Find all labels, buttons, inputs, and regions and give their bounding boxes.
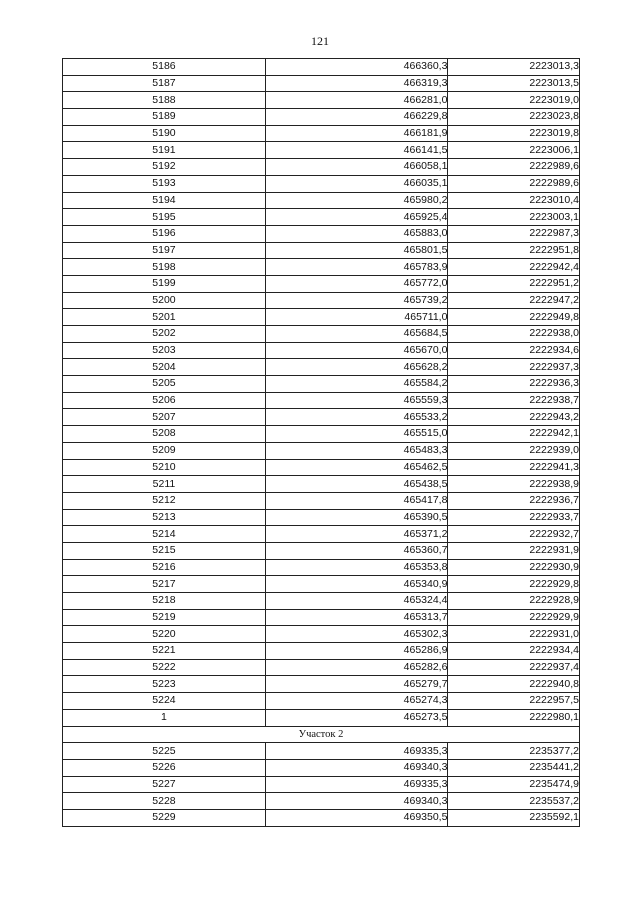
table-row: [63, 175, 580, 192]
point-number-cell: 5223: [63, 676, 266, 693]
x-coordinate-cell: 465313,7: [265, 609, 448, 626]
point-number-cell: 5224: [63, 693, 266, 710]
coordinates-table-body: [63, 59, 580, 827]
x-coordinate-cell: 465670,0: [265, 342, 448, 359]
table-row: [63, 476, 580, 493]
x-coordinate-cell: 469340,3: [265, 793, 448, 810]
y-coordinate-cell: 2222980,1: [448, 709, 580, 726]
x-coordinate-cell: 465282,6: [265, 659, 448, 676]
x-coordinate-cell: 465483,3: [265, 442, 448, 459]
x-coordinate-cell: 465324,4: [265, 593, 448, 610]
table-row: [63, 259, 580, 276]
point-number-cell: 5190: [63, 125, 266, 142]
table-row: [63, 593, 580, 610]
section-title: Участок 2: [63, 726, 580, 743]
table-row: [63, 793, 580, 810]
x-coordinate-cell: 466360,3: [265, 59, 448, 76]
point-number-cell: 5210: [63, 459, 266, 476]
table-row: [63, 192, 580, 209]
table-row: [63, 359, 580, 376]
point-number-cell: 5213: [63, 509, 266, 526]
table-row: [63, 326, 580, 343]
y-coordinate-cell: 2223023,8: [448, 109, 580, 126]
y-coordinate-cell: 2222951,2: [448, 275, 580, 292]
x-coordinate-cell: 465739,2: [265, 292, 448, 309]
x-coordinate-cell: 465559,3: [265, 392, 448, 409]
y-coordinate-cell: 2235441,2: [448, 759, 580, 776]
y-coordinate-cell: 2222942,4: [448, 259, 580, 276]
point-number-cell: 5198: [63, 259, 266, 276]
y-coordinate-cell: 2222929,8: [448, 576, 580, 593]
y-coordinate-cell: 2222931,9: [448, 542, 580, 559]
point-number-cell: 5206: [63, 392, 266, 409]
point-number-cell: 5221: [63, 643, 266, 660]
y-coordinate-cell: 2222957,5: [448, 693, 580, 710]
y-coordinate-cell: 2223006,1: [448, 142, 580, 159]
table-row: [63, 459, 580, 476]
point-number-cell: 5191: [63, 142, 266, 159]
table-row: [63, 643, 580, 660]
x-coordinate-cell: 469340,3: [265, 759, 448, 776]
table-row: [63, 392, 580, 409]
y-coordinate-cell: 2222937,3: [448, 359, 580, 376]
y-coordinate-cell: 2235377,2: [448, 743, 580, 760]
point-number-cell: 5203: [63, 342, 266, 359]
y-coordinate-cell: 2222933,7: [448, 509, 580, 526]
x-coordinate-cell: 465628,2: [265, 359, 448, 376]
table-row: [63, 376, 580, 393]
table-row: [63, 142, 580, 159]
table-row: [63, 225, 580, 242]
table-row: [63, 743, 580, 760]
table-row: [63, 576, 580, 593]
table-row: [63, 109, 580, 126]
point-number-cell: 5226: [63, 759, 266, 776]
table-row: [63, 509, 580, 526]
table-row: [63, 275, 580, 292]
point-number-cell: 5201: [63, 309, 266, 326]
point-number-cell: 1: [63, 709, 266, 726]
table-row: [63, 292, 580, 309]
x-coordinate-cell: 465462,5: [265, 459, 448, 476]
x-coordinate-cell: 465783,9: [265, 259, 448, 276]
x-coordinate-cell: 466281,0: [265, 92, 448, 109]
x-coordinate-cell: 465711,0: [265, 309, 448, 326]
x-coordinate-cell: 466141,5: [265, 142, 448, 159]
table-row: [63, 559, 580, 576]
table-row: [63, 659, 580, 676]
point-number-cell: 5229: [63, 809, 266, 826]
x-coordinate-cell: 465684,5: [265, 326, 448, 343]
point-number-cell: 5209: [63, 442, 266, 459]
point-number-cell: 5200: [63, 292, 266, 309]
x-coordinate-cell: 469335,3: [265, 776, 448, 793]
point-number-cell: 5220: [63, 626, 266, 643]
x-coordinate-cell: 465273,5: [265, 709, 448, 726]
y-coordinate-cell: 2222942,1: [448, 426, 580, 443]
x-coordinate-cell: 469335,3: [265, 743, 448, 760]
y-coordinate-cell: 2235537,2: [448, 793, 580, 810]
table-row: [63, 442, 580, 459]
x-coordinate-cell: 465371,2: [265, 526, 448, 543]
point-number-cell: 5186: [63, 59, 266, 76]
y-coordinate-cell: 2222949,8: [448, 309, 580, 326]
y-coordinate-cell: 2222989,6: [448, 175, 580, 192]
point-number-cell: 5211: [63, 476, 266, 493]
point-number-cell: 5208: [63, 426, 266, 443]
point-number-cell: 5214: [63, 526, 266, 543]
table-row: [63, 709, 580, 726]
point-number-cell: 5217: [63, 576, 266, 593]
x-coordinate-cell: 465925,4: [265, 209, 448, 226]
point-number-cell: 5216: [63, 559, 266, 576]
table-row: [63, 609, 580, 626]
x-coordinate-cell: 465302,3: [265, 626, 448, 643]
y-coordinate-cell: 2223019,8: [448, 125, 580, 142]
x-coordinate-cell: 466058,1: [265, 159, 448, 176]
table-row: [63, 542, 580, 559]
point-number-cell: 5219: [63, 609, 266, 626]
y-coordinate-cell: 2223003,1: [448, 209, 580, 226]
x-coordinate-cell: 466229,8: [265, 109, 448, 126]
table-row: [63, 59, 580, 76]
x-coordinate-cell: 465980,2: [265, 192, 448, 209]
y-coordinate-cell: 2222989,6: [448, 159, 580, 176]
x-coordinate-cell: 465584,2: [265, 376, 448, 393]
y-coordinate-cell: 2235592,1: [448, 809, 580, 826]
table-row: [63, 209, 580, 226]
y-coordinate-cell: 2222928,9: [448, 593, 580, 610]
point-number-cell: 5194: [63, 192, 266, 209]
table-row: [63, 809, 580, 826]
x-coordinate-cell: 465438,5: [265, 476, 448, 493]
point-number-cell: 5193: [63, 175, 266, 192]
page-number: 121: [311, 34, 329, 48]
point-number-cell: 5218: [63, 593, 266, 610]
section-row: [63, 726, 580, 743]
point-number-cell: 5225: [63, 743, 266, 760]
y-coordinate-cell: 2222934,4: [448, 643, 580, 660]
y-coordinate-cell: 2222987,3: [448, 225, 580, 242]
point-number-cell: 5228: [63, 793, 266, 810]
x-coordinate-cell: 465772,0: [265, 275, 448, 292]
x-coordinate-cell: 465286,9: [265, 643, 448, 660]
y-coordinate-cell: 2222937,4: [448, 659, 580, 676]
x-coordinate-cell: 466319,3: [265, 75, 448, 92]
table-row: [63, 759, 580, 776]
table-row: [63, 125, 580, 142]
x-coordinate-cell: 466181,9: [265, 125, 448, 142]
table-row: [63, 426, 580, 443]
table-row: [63, 92, 580, 109]
y-coordinate-cell: 2222938,0: [448, 326, 580, 343]
table-row: [63, 693, 580, 710]
table-row: [63, 75, 580, 92]
x-coordinate-cell: 465417,8: [265, 492, 448, 509]
point-number-cell: 5196: [63, 225, 266, 242]
y-coordinate-cell: 2222934,6: [448, 342, 580, 359]
x-coordinate-cell: 465279,7: [265, 676, 448, 693]
point-number-cell: 5197: [63, 242, 266, 259]
coordinates-table: [62, 58, 580, 827]
table-row: [63, 676, 580, 693]
point-number-cell: 5188: [63, 92, 266, 109]
y-coordinate-cell: 2222947,2: [448, 292, 580, 309]
point-number-cell: 5205: [63, 376, 266, 393]
point-number-cell: 5192: [63, 159, 266, 176]
point-number-cell: 5204: [63, 359, 266, 376]
y-coordinate-cell: 2222943,2: [448, 409, 580, 426]
point-number-cell: 5227: [63, 776, 266, 793]
point-number-cell: 5202: [63, 326, 266, 343]
x-coordinate-cell: 469350,5: [265, 809, 448, 826]
x-coordinate-cell: 465360,7: [265, 542, 448, 559]
x-coordinate-cell: 466035,1: [265, 175, 448, 192]
point-number-cell: 5187: [63, 75, 266, 92]
y-coordinate-cell: 2223013,5: [448, 75, 580, 92]
x-coordinate-cell: 465515,0: [265, 426, 448, 443]
y-coordinate-cell: 2222940,8: [448, 676, 580, 693]
point-number-cell: 5222: [63, 659, 266, 676]
y-coordinate-cell: 2222938,7: [448, 392, 580, 409]
x-coordinate-cell: 465390,5: [265, 509, 448, 526]
y-coordinate-cell: 2222939,0: [448, 442, 580, 459]
y-coordinate-cell: 2223019,0: [448, 92, 580, 109]
y-coordinate-cell: 2235474,9: [448, 776, 580, 793]
y-coordinate-cell: 2222932,7: [448, 526, 580, 543]
y-coordinate-cell: 2222941,3: [448, 459, 580, 476]
table-row: [63, 526, 580, 543]
x-coordinate-cell: 465533,2: [265, 409, 448, 426]
x-coordinate-cell: 465274,3: [265, 693, 448, 710]
y-coordinate-cell: 2222930,9: [448, 559, 580, 576]
x-coordinate-cell: 465340,9: [265, 576, 448, 593]
table-row: [63, 309, 580, 326]
point-number-cell: 5199: [63, 275, 266, 292]
y-coordinate-cell: 2222931,0: [448, 626, 580, 643]
table-row: [63, 492, 580, 509]
table-row: [63, 776, 580, 793]
y-coordinate-cell: 2222936,7: [448, 492, 580, 509]
point-number-cell: 5215: [63, 542, 266, 559]
point-number-cell: 5195: [63, 209, 266, 226]
y-coordinate-cell: 2222929,9: [448, 609, 580, 626]
table-row: [63, 342, 580, 359]
point-number-cell: 5189: [63, 109, 266, 126]
y-coordinate-cell: 2222951,8: [448, 242, 580, 259]
x-coordinate-cell: 465883,0: [265, 225, 448, 242]
table-row: [63, 409, 580, 426]
x-coordinate-cell: 465353,8: [265, 559, 448, 576]
point-number-cell: 5207: [63, 409, 266, 426]
y-coordinate-cell: 2222936,3: [448, 376, 580, 393]
y-coordinate-cell: 2222938,9: [448, 476, 580, 493]
table-row: [63, 159, 580, 176]
table-row: [63, 626, 580, 643]
point-number-cell: 5212: [63, 492, 266, 509]
x-coordinate-cell: 465801,5: [265, 242, 448, 259]
y-coordinate-cell: 2223013,3: [448, 59, 580, 76]
y-coordinate-cell: 2223010,4: [448, 192, 580, 209]
table-row: [63, 242, 580, 259]
